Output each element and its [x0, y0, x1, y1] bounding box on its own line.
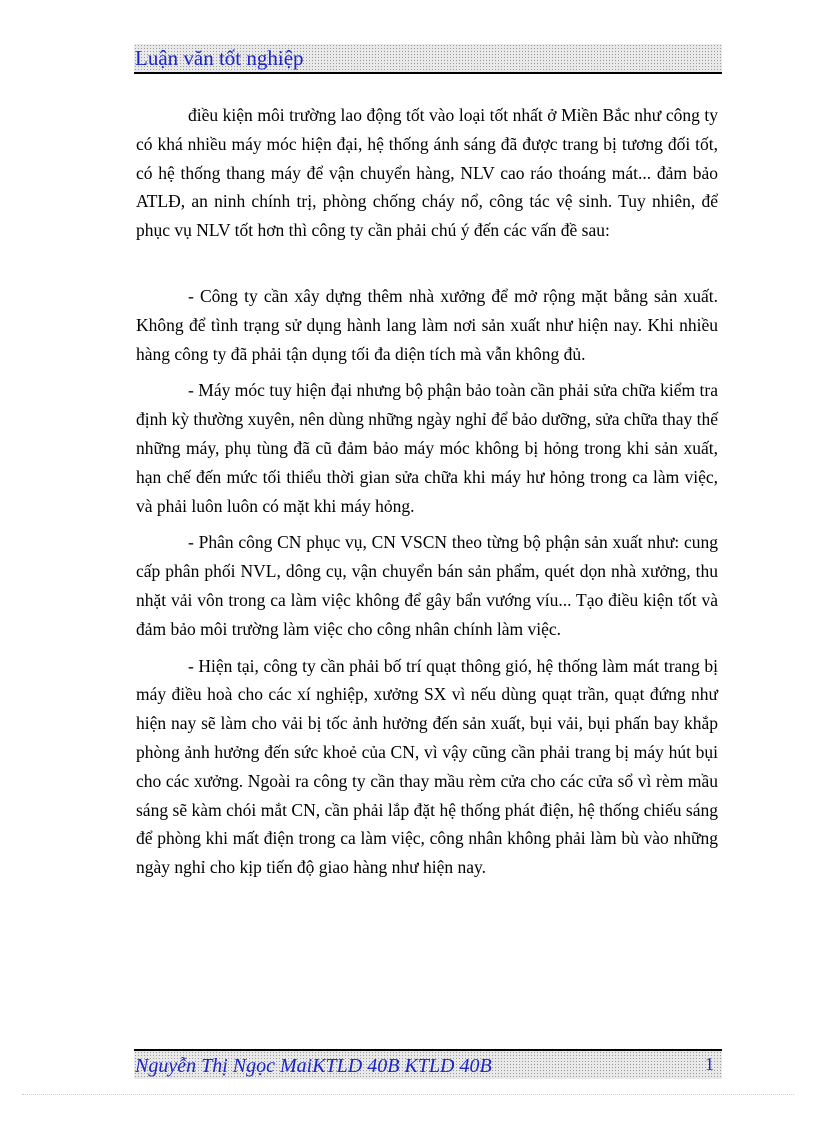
header-title: Luận văn tốt nghiệp	[135, 46, 304, 70]
page-number: 1	[705, 1054, 714, 1074]
paragraph-service-workers: - Phân công CN phục vụ, CN VSCN theo từng bộ phận sản xuất như: cung cấp phân phối NVL, dông cụ, vận chuyển bán sản phẩm, quét dọn nhà xưởng, thu nhặt vải vôn trong ca làm việc không để gây bẩn vướng víu... Tạo điều kiện tốt và đảm bảo môi trường làm việc cho công nhân chính làm việc.	[136, 532, 718, 639]
paragraph-ventilation: - Hiện tại, công ty cần phải bố trí quạt thông gió, hệ thống làm mát trang bị máy điều hoà cho các xí nghiệp, xưởng SX vì nếu dùng quạt trần, quạt đứng như hiện nay sẽ làm cho vải bị tốc ảnh hưởng đến sản xuất, bụi vải, bụi phấn bay khắp phòng ảnh hưởng đến sức khoẻ của CN, vì vậy cũng cần phải trang bị máy hút bụi cho các xưởng. Ngoài ra công ty cần thay mầu rèm cửa cho các cửa sổ vì rèm mầu sáng sẽ kàm chói mắt CN, cần phải lắp đặt hệ thống phát điện, hệ thống chiếu sáng để phòng khi mất điện trong ca làm việc, công nhân không phải làm bù vào những ngày nghỉ cho kịp tiến độ giao hàng như hiện nay.	[136, 655, 718, 878]
page-footer	[134, 1049, 722, 1079]
page-edge-divider	[22, 1094, 794, 1095]
body-text	[136, 101, 718, 882]
paragraph-machine-maintenance: - Máy móc tuy hiện đại nhưng bộ phận bảo toàn cần phải sửa chữa kiểm tra định kỳ thường xuyên, nên dùng những ngày nghỉ để bảo dưỡng, sửa chữa thay thế những máy, phụ tùng đã cũ đảm bảo máy móc không bị hỏng trong khi sản xuất, hạn chế đến mức tối thiểu thời gian sửa chữa khi máy hư hỏng trong ca làm việc, và phải luôn luôn có mặt khi máy hỏng.	[136, 380, 718, 516]
paragraph-intro: điều kiện môi trường lao động tốt vào loại tốt nhất ở Miền Bắc như công ty có khá nhiều máy móc hiện đại, hệ thống ánh sáng đã được trang bị tương đối tốt, có hệ thống thang máy để vận chuyển hàng, NLV cao ráo thoáng mát... đảm bảo ATLĐ, an ninh chính trị, phòng chống cháy nổ, công tác vệ sinh. Tuy nhiên, để phục vụ NLV tốt hơn thì công ty cần phải chú ý đến các vấn đề sau:	[136, 105, 718, 241]
page-header	[134, 44, 722, 74]
footer-author: Nguyễn Thị Ngọc MaiKTLD 40B KTLD 40B	[135, 1055, 492, 1077]
paragraph-expand-workshop: - Công ty cần xây dựng thêm nhà xưởng để mở rộng mặt bằng sản xuất. Không để tình trạng sử dụng hành lang làm nơi sản xuất như hiện nay. Khi nhiều hàng công ty đã phải tận dụng tối đa diện tích mà vẫn không đủ.	[136, 285, 718, 364]
